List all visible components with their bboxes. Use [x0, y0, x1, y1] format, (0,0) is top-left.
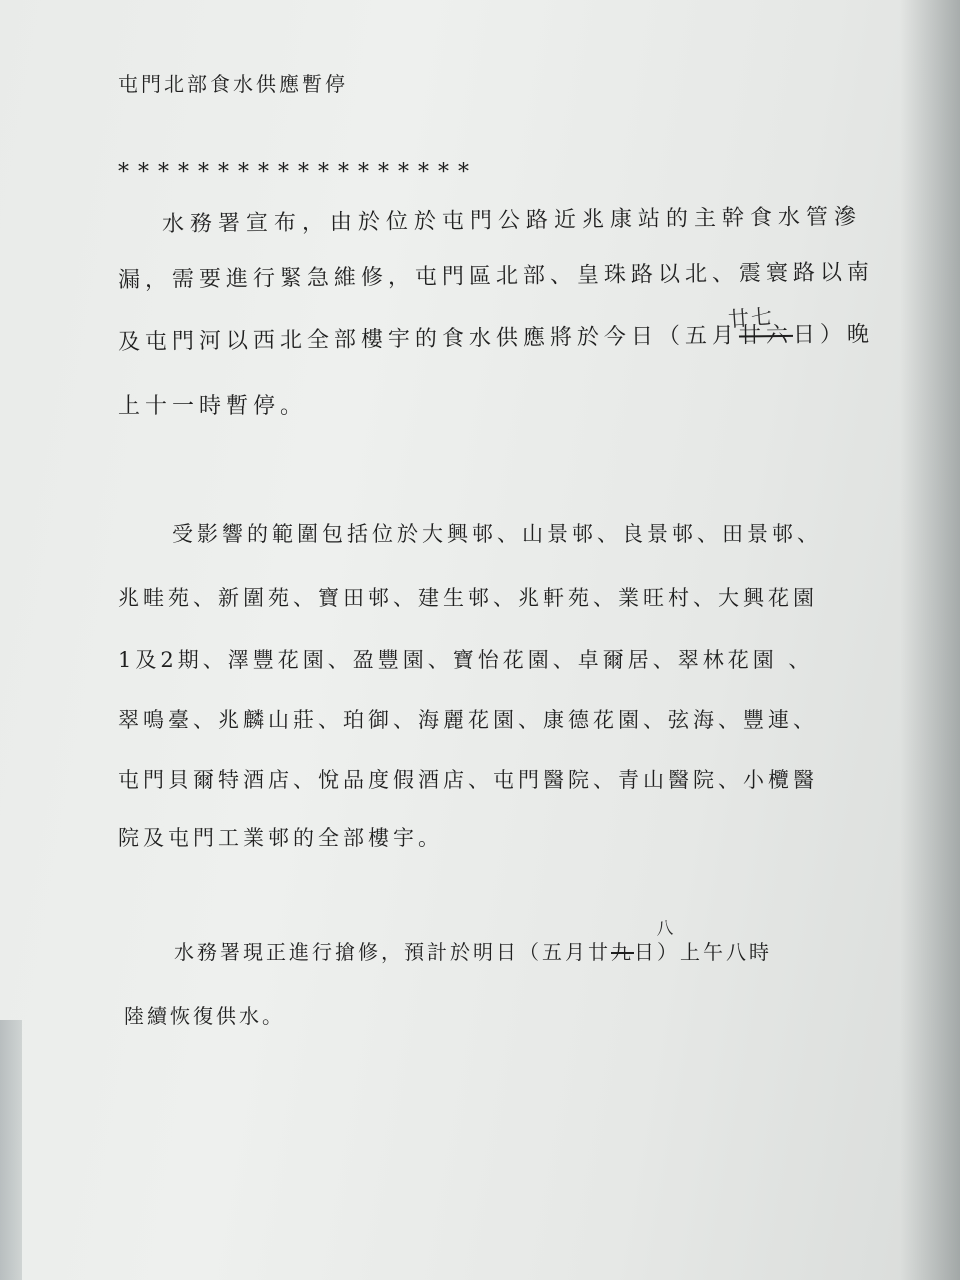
- struck-date-digit: 九: [611, 940, 634, 964]
- background-surface: [0, 1020, 22, 1280]
- paragraph-2-line-1: 受影響的範圍包括位於大興邨、山景邨、良景邨、田景邨、: [172, 522, 822, 546]
- paragraph-1-line-3-start: 及屯門河以西北全部樓宇的食水供應將於今日（五月: [117, 323, 740, 355]
- paragraph-2-line-4: 翠鳴臺、兆麟山莊、珀御、海麗花園、康德花園、弦海、豐連、: [118, 708, 818, 732]
- paragraph-2-line-5: 屯門貝爾特酒店、悅品度假酒店、屯門醫院、青山醫院、小欖醫: [118, 768, 818, 792]
- paragraph-1-line-4: 上十一時暫停。: [118, 394, 308, 419]
- notice-title: 屯門北部食水供應暫停: [118, 72, 348, 96]
- paragraph-1-line-1: 水務署宣布，由於位於屯門公路近兆康站的主幹食水管滲: [161, 204, 863, 237]
- struck-date-text: 廿六: [738, 322, 794, 349]
- handwritten-correction-day: 八: [655, 918, 676, 940]
- paragraph-2-line-3: 1及2期、澤豐花園、盈豐園、寶怡花園、卓爾居、翠林花園 、: [118, 648, 814, 672]
- paragraph-3-line-1: [174, 942, 772, 962]
- paragraph-3-line-1-end: 日）上午八時: [634, 940, 772, 964]
- paragraph-3-line-2: 陸續恢復供水。: [124, 1004, 285, 1028]
- separator-line: ******************: [118, 160, 478, 185]
- paper-edge-shadow: [900, 0, 960, 1280]
- paragraph-1-line-2: 漏，需要進行緊急維修，屯門區北部、皇珠路以北、震寰路以南: [117, 260, 875, 293]
- paragraph-3-line-1-start: 水務署現正進行搶修，預計於明日（五月廿: [174, 940, 611, 964]
- paragraph-2-line-6: 院及屯門工業邨的全部樓宇。: [118, 826, 443, 850]
- handwritten-correction-date: 廿七: [727, 304, 775, 332]
- paragraph-2-line-2: 兆畦苑、新圍苑、寶田邨、建生邨、兆軒苑、業旺村、大興花園: [118, 586, 818, 610]
- paragraph-1-line-3-end: 日）晚: [792, 322, 875, 348]
